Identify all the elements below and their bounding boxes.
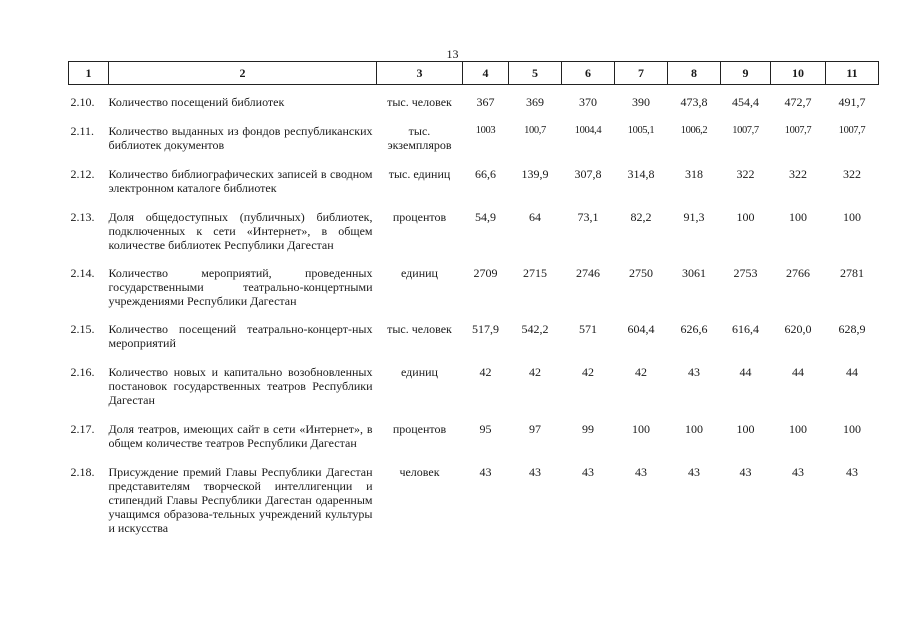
indicator-name: Количество библиографических записей в сводном электронном каталоге библиотек [108,167,373,195]
value-cell: 604,4 [627,322,655,336]
column-header: 5 [509,62,562,85]
column-header: 7 [615,62,668,85]
page-number: 13 [446,47,459,61]
value-cell: 3061 [682,266,706,280]
column-header: 9 [721,62,771,85]
value-cell: 314,8 [627,167,655,181]
value-cell: 97 [529,422,541,436]
value-cell: 628,9 [838,322,866,336]
value-cell: 1005,1 [627,125,655,136]
value-cell: 64 [529,210,541,224]
value-cell: 322 [789,167,807,181]
value-cell: 99 [582,422,594,436]
unit-of-measure: единиц [401,266,438,280]
row-number: 2.15. [70,322,95,336]
table-row [69,201,879,258]
value-cell: 318 [685,167,703,181]
table-row [69,356,879,413]
value-cell: 100 [789,422,807,436]
value-cell: 43 [529,465,541,479]
value-cell: 322 [843,167,861,181]
value-cell: 472,7 [784,95,812,109]
value-cell: 95 [479,422,492,436]
table-row [69,158,879,201]
value-cell: 1007,7 [838,125,866,136]
value-cell: 542,2 [521,322,549,336]
value-cell: 44 [846,365,858,379]
value-cell: 139,9 [521,167,549,181]
row-number: 2.18. [70,465,95,479]
unit-of-measure: человек [399,465,440,479]
value-cell: 491,7 [838,95,866,109]
value-cell: 367 [476,95,495,109]
value-cell: 100 [736,422,755,436]
value-cell: 473,8 [680,95,708,109]
table-row [69,413,879,456]
value-cell: 307,8 [574,167,602,181]
row-number: 2.10. [70,95,95,109]
table-row [69,115,879,158]
indicator-name: Количество посещений библиотек [108,95,285,109]
value-cell: 1004,4 [574,125,602,136]
value-cell: 43 [739,465,752,479]
indicator-name: Количество новых и капитально возобновленных постановок государственных театров Республики Дагестан [108,365,373,407]
value-cell: 322 [736,167,755,181]
value-cell: 1006,2 [680,125,708,136]
unit-of-measure: тыс. экземпляров [387,124,452,152]
unit-of-measure: тыс. человек [387,322,452,336]
row-number: 2.14. [70,266,95,280]
value-cell: 91,3 [683,210,705,224]
value-cell: 42 [582,365,594,379]
value-cell: 43 [635,465,647,479]
value-cell: 100 [736,210,755,224]
value-cell: 42 [529,365,541,379]
indicator-name: Количество мероприятий, проведенных государственными театрально-концертными учреждениями Республики Дагестан [108,266,373,308]
value-cell: 100 [685,422,703,436]
value-cell: 571 [579,322,597,336]
row-number: 2.16. [70,365,95,379]
column-header: 11 [826,62,879,85]
column-header: 4 [463,62,509,85]
value-cell: 42 [635,365,647,379]
value-cell: 370 [579,95,597,109]
value-cell: 100,7 [524,125,546,136]
value-cell: 43 [846,465,858,479]
column-header: 8 [668,62,721,85]
value-cell: 44 [792,365,804,379]
indicator-name: Доля театров, имеющих сайт в сети «Интернет», в общем количестве театров Республики Дагестан [108,422,373,450]
value-cell: 42 [479,365,492,379]
unit-of-measure: единиц [401,365,438,379]
column-header: 2 [109,62,377,85]
value-cell: 2753 [733,266,758,280]
value-cell: 43 [792,465,804,479]
indicator-name: Доля общедоступных (публичных) библиотек, подключенных к сети «Интернет», в общем количестве библиотек Республики Дагестан [108,210,373,252]
indicator-name: Количество выданных из фондов республиканских библиотек документов [108,124,373,152]
value-cell: 517,9 [472,322,499,336]
table-row [69,85,879,116]
value-cell: 43 [479,465,492,479]
unit-of-measure: тыс. единиц [388,167,451,181]
table-row [69,258,879,314]
table-row [69,456,879,541]
value-cell: 620,0 [784,322,812,336]
column-header: 3 [377,62,463,85]
row-number: 2.17. [70,422,95,436]
value-cell: 100 [789,210,807,224]
header-row [69,62,879,85]
value-cell: 390 [632,95,650,109]
value-cell: 66,6 [475,167,496,181]
value-cell: 1007,7 [784,125,812,136]
value-cell: 43 [582,465,594,479]
value-cell: 1007,7 [732,125,759,136]
unit-of-measure: тыс. человек [387,95,452,109]
value-cell: 616,4 [732,322,759,336]
indicator-name: Присуждение премий Главы Республики Дагестан представителям творческой интеллигенции и стипендий Главы Республики Дагестан одаренным учащимся образова-тельных учреждений культуры и искусства [108,465,373,535]
column-header: 10 [771,62,826,85]
value-cell: 2715 [523,266,547,280]
value-cell: 2781 [840,266,864,280]
value-cell: 43 [688,465,700,479]
value-cell: 2766 [786,266,810,280]
unit-of-measure: процентов [392,210,447,224]
table-row [69,314,879,356]
column-header: 1 [69,62,109,85]
value-cell: 2750 [629,266,653,280]
indicators-table [68,61,879,541]
value-cell: 73,1 [577,210,599,224]
column-header: 6 [562,62,615,85]
value-cell: 44 [739,365,752,379]
row-number: 2.13. [70,210,95,224]
value-cell: 369 [526,95,544,109]
value-cell: 100 [632,422,650,436]
value-cell: 1003 [475,125,496,136]
row-number: 2.11. [70,124,95,138]
value-cell: 100 [843,210,861,224]
value-cell: 2746 [576,266,600,280]
value-cell: 454,4 [732,95,759,109]
value-cell: 54,9 [475,210,496,224]
value-cell: 82,2 [630,210,652,224]
value-cell: 2709 [473,266,498,280]
row-number: 2.12. [70,167,95,181]
value-cell: 43 [688,365,700,379]
value-cell: 626,6 [680,322,708,336]
value-cell: 100 [843,422,861,436]
unit-of-measure: процентов [392,422,447,436]
indicator-name: Количество посещений театрально-концерт-ных мероприятий [108,322,373,350]
